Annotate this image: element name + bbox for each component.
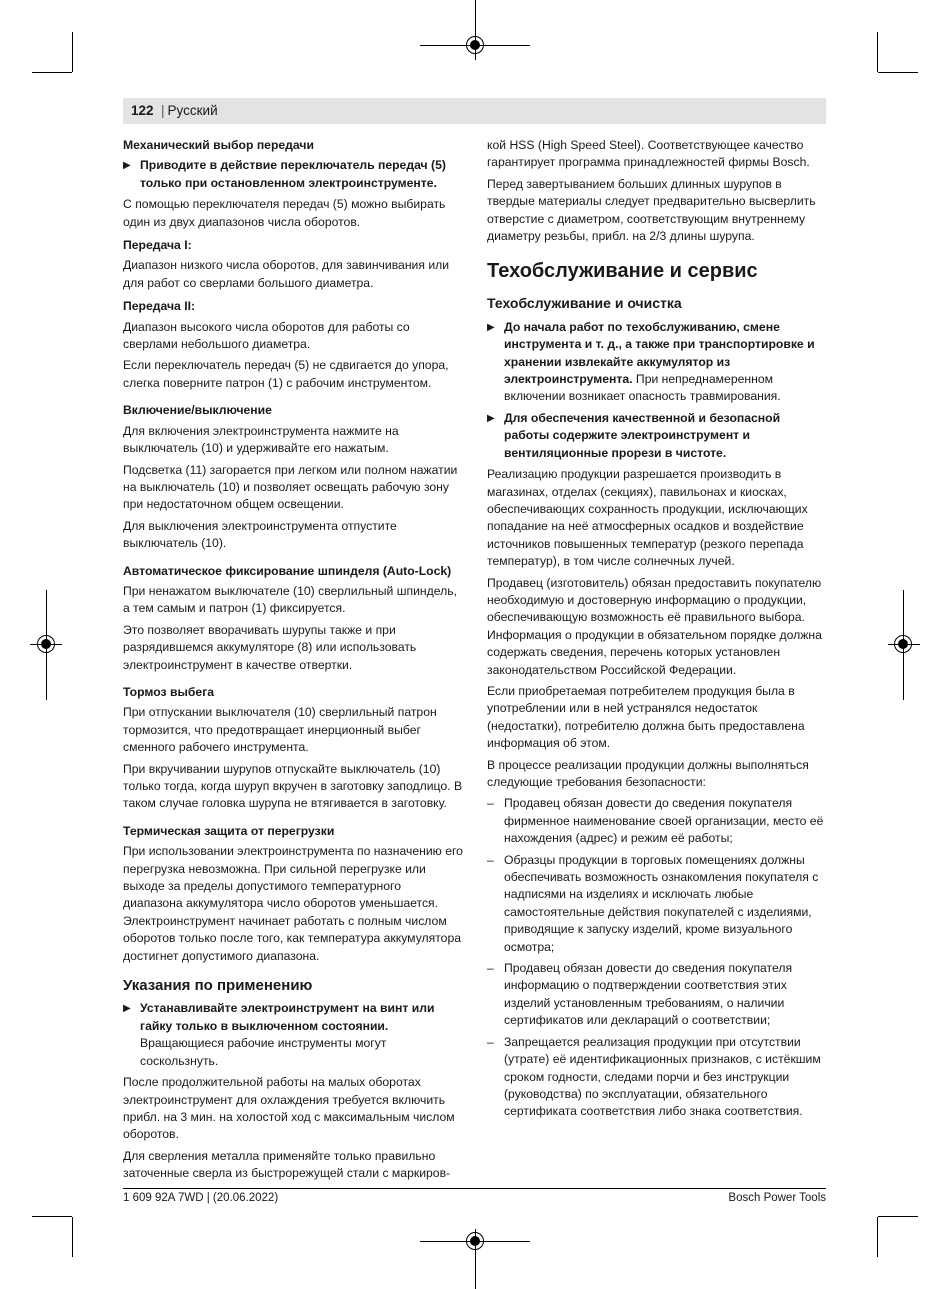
- page-language: | Русский: [161, 103, 218, 118]
- paragraph: Это позволяет вворачивать шурупы также и при разрядившемся аккумуляторе (8) или использовать электроинструмент в качестве отвертки.: [123, 622, 417, 672]
- paragraph: Для включения электроинструмента нажмите на выключатель (10) и удерживайте его нажатым.: [123, 423, 399, 456]
- crop-mark: [878, 1216, 918, 1217]
- registration-mark-icon: [466, 36, 484, 54]
- document-code: 1 609 92A 7WD | (20.06.2022): [123, 1192, 279, 1204]
- registration-mark-icon: [466, 1232, 484, 1250]
- crop-mark: [877, 1217, 878, 1257]
- footer-divider: [123, 1188, 826, 1189]
- paragraph: Продавец (изготовитель) обязан предоставить покупателю необходимую и достоверную информацию о продукции, обеспечивающую возможность её правильного выбора. Информация о продукции в обязательном порядке должна содержать сведения, перечень которых установлен законодательством Российской Федерации.: [487, 575, 822, 677]
- brand-footer: Bosch Power Tools: [728, 1192, 826, 1204]
- paragraph: При ненажатом выключателе (10) сверлильный шпиндель, а тем самым и патрон (1) фиксируется.: [123, 583, 457, 616]
- warning-text: Приводите в действие переключатель передач (5) только при остановленном электроинструменте.: [140, 158, 446, 190]
- warning-item: [123, 157, 463, 192]
- requirements-list: [487, 795, 826, 1120]
- warning-text: До начала работ по техобслуживанию, смене инструмента и т. д., а также при транспортировке и хранении извлекайте аккумулятор из электроинструмента.: [504, 319, 815, 387]
- crop-mark: [878, 72, 918, 73]
- paragraph: Если переключатель передач (5) не сдвигается до упора, слегка поверните патрон (1) с рабочим инструментом.: [123, 358, 449, 390]
- list-item: – Образцы продукции в торговых помещениях должны обеспечивать возможность ознакомления покупателя с надписями на изделиях и исключать любые самостоятельные действия покупателей с изделиями, приводящие к запуску изделий, кроме визуального осмотра;: [487, 852, 826, 956]
- warning-text: Устанавливайте электроинструмент на винт или гайку только в выключенном состоянии.: [140, 1001, 435, 1033]
- section-heading: Техобслуживание и очистка: [487, 295, 682, 312]
- chapter-heading: Техобслуживание и сервис: [487, 260, 758, 283]
- paragraph: Диапазон высокого числа оборотов для работы со сверлами небольшого диаметра.: [123, 319, 410, 352]
- paragraph: При использовании электроинструмента по назначению его перегрузка невозможна. При сильной перегрузке или выходе за пределы допустимого температурного диапазона аккумулятора число оборотов уменьшается. Электроинструмент начинает работать с полным числом оборотов только после того, как температура аккумулятора достигнет допустимого диапазона.: [123, 844, 463, 963]
- crop-mark: [32, 72, 72, 73]
- paragraph: Диапазон низкого числа оборотов, для завинчивания или для работ со сверлами большого диаметра.: [123, 258, 450, 290]
- crop-mark: [72, 1217, 73, 1257]
- paragraph: Подсветка (11) загорается при легком или полном нажатии на выключатель (10) и позволяет освещать рабочую зону при недостаточном общем освещении.: [123, 462, 458, 512]
- paragraph: Для сверления металла применяйте только правильно заточенные сверла из быстрорежущей стали с маркиров-: [123, 1148, 451, 1181]
- registration-mark-icon: [894, 635, 912, 653]
- section-heading: Термическая защита от перегрузки: [123, 823, 335, 838]
- section-heading: Передача I:: [123, 238, 192, 253]
- right-column: [487, 137, 826, 1125]
- paragraph: кой HSS (High Speed Steel). Соответствующее качество гарантирует программа принадлежностей фирмы Bosch.: [487, 138, 810, 170]
- paragraph: Реализацию продукции разрешается производить в магазинах, отделах (секциях), павильонах и киосках, обеспечивающих сохранность продукции, исключающих попадание на неё атмосферных осадков и воздействие источников повышенных температур (резкого перепада температур), в том числе солнечных лучей.: [487, 467, 808, 569]
- page-number: 122: [131, 103, 154, 118]
- registration-mark-icon: [37, 635, 55, 653]
- section-heading: Включение/выключение: [123, 403, 272, 418]
- paragraph: Для выключения электроинструмента отпустите выключатель (10).: [123, 518, 397, 551]
- list-item: – Продавец обязан довести до сведения покупателя фирменное наименование своей организации, место её нахождения (адрес) и режим её работы;: [487, 795, 826, 847]
- warning-item: [487, 410, 826, 462]
- warning-item: [123, 1000, 463, 1070]
- paragraph: Если приобретаемая потребителем продукция была в употреблении или в ней устранялся недостаток (недостатки), потребителю должна быть предоставлена информация об этом.: [487, 683, 805, 751]
- left-column: [123, 137, 463, 1187]
- list-item: – Запрещается реализация продукции при отсутствии (утрате) её идентификационных признаков, с истёкшим сроком годности, следами порчи и без инструкции (руководства) по эксплуатации, обязательного сертификата соответствия либо знака соответствия.: [487, 1034, 826, 1121]
- paragraph: Перед завертыванием больших длинных шурупов в твердые материалы следует предварительно высверлить отверстие с диаметром, соответствующим внутреннему диаметру резьбы, прибл. на 2/3 длины шурупа.: [487, 176, 816, 244]
- crop-mark: [72, 32, 73, 72]
- warning-item: [487, 319, 826, 406]
- paragraph: После продолжительной работы на малых оборотах электроинструмент для охлаждения требуется включить прибл. на 3 мин. на холостой ход с максимальным числом оборотов.: [123, 1075, 455, 1142]
- list-item: – Продавец обязан довести до сведения покупателя информацию о подтверждении соответствия этих изделий установленным требованиям, о наличии сертификатов или деклараций о соответствии;: [487, 960, 826, 1030]
- crop-mark: [877, 32, 878, 72]
- section-heading: Тормоз выбега: [123, 684, 215, 699]
- page-header: [123, 98, 826, 124]
- section-heading: Автоматическое фиксирование шпинделя (Auto-Lock): [123, 563, 452, 578]
- warning-detail: При непреднамеренном включении возникает опасность травмирования.: [504, 372, 781, 404]
- paragraph: С помощью переключателя передач (5) можно выбирать один из двух диапазонов числа оборотов.: [123, 197, 446, 229]
- paragraph: При отпускании выключателя (10) сверлильный патрон тормозится, что предотвращает инерционный выбег сменного рабочего инструмента.: [123, 705, 437, 755]
- section-heading: Передача II:: [123, 299, 196, 314]
- crop-mark: [32, 1216, 72, 1217]
- paragraph: В процессе реализации продукции должны выполняться следующие требования безопасности:: [487, 757, 809, 789]
- warning-text: Для обеспечения качественной и безопасной работы содержите электроинструмент и вентиляционные прорези в чистоте.: [504, 410, 781, 460]
- paragraph: При вкручивании шурупов отпускайте выключатель (10) только тогда, когда шуруп вкручен в заготовку заподлицо. В таком случае головка шурупа не втягивается в заготовку.: [123, 761, 463, 811]
- section-heading: Механический выбор передачи: [123, 138, 314, 152]
- warning-detail: Вращающиеся рабочие инструменты могут соскользнуть.: [140, 1036, 387, 1068]
- section-heading: Указания по применению: [123, 977, 313, 995]
